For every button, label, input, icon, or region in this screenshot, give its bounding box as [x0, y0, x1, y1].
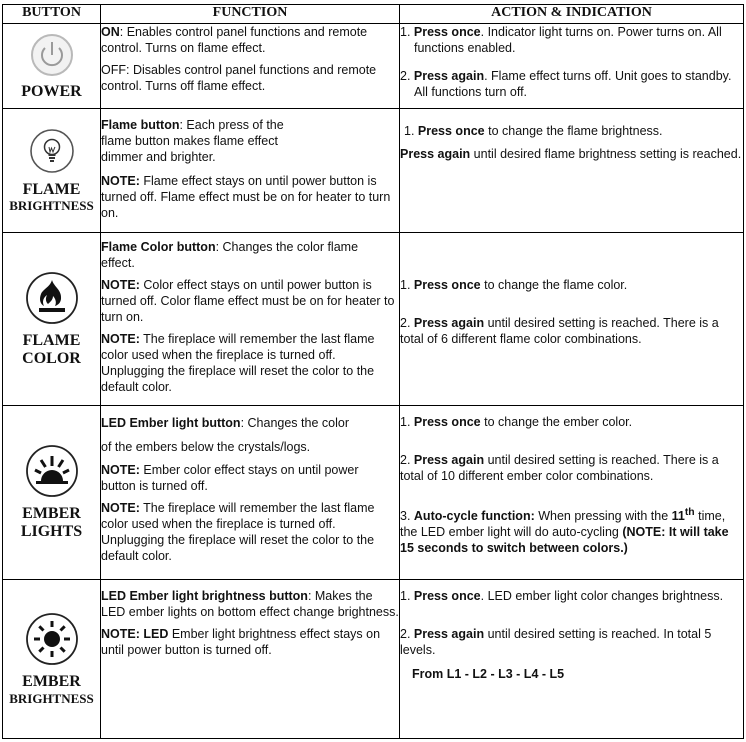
row-flame-brightness — [3, 108, 744, 232]
action-cell-flame-color — [400, 232, 744, 405]
function-cell-power — [101, 24, 400, 109]
header-action: ACTION & INDICATION — [400, 5, 744, 24]
action-bold: Press once — [417, 123, 489, 138]
action-cell-ember-lights — [400, 406, 744, 579]
action-bold: Press once — [413, 415, 481, 430]
ordinal-suffix: th — [684, 507, 695, 519]
action-text: until desired setting is reached. There is a total of 10 different ember color combinations. — [400, 453, 719, 484]
power-icon — [28, 31, 76, 79]
func-bold: NOTE: — [101, 500, 140, 515]
func-text: The fireplace will remember the last flame color used when the fireplace is turned off. Unplugging the fireplace will reset the color to the default color. — [101, 500, 375, 563]
func-bold: Flame button — [101, 117, 180, 132]
action-cell-flame-brightness — [400, 108, 744, 232]
step-num: 1. — [400, 588, 414, 603]
func-text: Ember light brightness effect stays on until power button is turned off. — [101, 626, 381, 657]
func-text: : Makes the LED ember lights on bottom effect change brightness. — [101, 588, 399, 619]
action-bold: Press again — [413, 69, 485, 83]
step-num: 2. — [400, 626, 414, 641]
func-text: : Each press of the flame button makes flame effect dimmer and brighter. — [101, 117, 284, 164]
button-cell-power — [3, 24, 101, 109]
func-bold: LED Ember light brightness button — [101, 588, 308, 603]
func-bold: Flame Color button — [101, 239, 216, 254]
action-text: time, the LED ember light will do auto-cycling — [400, 509, 726, 540]
action-bold: Press once — [413, 25, 481, 39]
row-ember-brightness — [3, 579, 744, 738]
func-bold: ON — [101, 25, 120, 39]
header-button: BUTTON — [3, 5, 101, 24]
func-bold: NOTE: — [101, 462, 140, 477]
action-cell-power — [400, 24, 744, 109]
button-label-brightness: BRIGHTNESS — [9, 197, 94, 213]
action-note: (NOTE: It will take 15 seconds to switch between colors.) — [400, 525, 729, 556]
func-bold: NOTE: LED — [101, 626, 169, 641]
button-label-flame: FLAME — [22, 331, 81, 349]
step-num: 1. — [400, 415, 414, 430]
func-text: Color effect stays on until power button is turned off. Color flame effect must be on for heater to turn on. — [101, 277, 395, 324]
button-cell-ember-lights — [3, 406, 101, 579]
function-cell-flame-color — [101, 232, 400, 405]
button-label-lights: LIGHTS — [20, 523, 83, 541]
step-num: 1. — [400, 277, 414, 292]
step-num: 1. — [400, 25, 414, 39]
sun-brightness-icon — [24, 611, 80, 667]
func-text: : Enables control panel functions and remote control. Turns on flame effect. — [101, 25, 368, 55]
func-text: OFF: Disables control panel functions and remote control. Turns off flame effect. — [101, 63, 377, 93]
step-num: 2. — [400, 453, 414, 468]
button-label-ember: EMBER — [22, 505, 81, 523]
button-label-color: COLOR — [22, 349, 81, 367]
step-num: 1. — [404, 123, 418, 138]
step-num: 2. — [400, 315, 414, 330]
button-cell-flame-brightness — [3, 108, 101, 232]
action-cell-ember-brightness — [400, 579, 744, 738]
func-text: : Changes the color flame effect. — [101, 239, 359, 270]
action-text: to change the ember color. — [480, 415, 633, 430]
button-function-table — [2, 4, 744, 739]
func-text: The fireplace will remember the last flame color used when the fireplace is turned off. Unplugging the fireplace will reset the color to the default color. — [101, 331, 375, 394]
action-text: . Flame effect turns off. Unit goes to standby. All functions turn off. — [414, 69, 732, 99]
action-text: to change the flame color. — [480, 277, 628, 292]
row-ember-lights — [3, 406, 744, 579]
header-function: FUNCTION — [101, 5, 400, 24]
button-cell-flame-color — [3, 232, 101, 405]
ember-lights-icon — [24, 443, 80, 499]
func-bold: LED Ember light button — [101, 416, 241, 431]
button-label-flame: FLAME — [22, 180, 81, 198]
row-flame-color — [3, 232, 744, 405]
button-cell-ember-brightness — [3, 579, 101, 738]
action-text: until desired flame brightness setting is reached. — [470, 146, 742, 161]
light-bulb-icon — [28, 127, 76, 175]
button-label-power: POWER — [21, 82, 82, 100]
action-bold: Press once — [413, 588, 481, 603]
action-text: . LED ember light color changes brightness. — [480, 588, 724, 603]
button-label-ember: EMBER — [22, 673, 81, 691]
func-text: : Changes the color of the embers below the crystals/logs. — [101, 416, 349, 454]
brightness-sequence: From L1 - L2 - L3 - L4 - L5 — [412, 666, 565, 681]
header-row — [3, 5, 744, 24]
action-bold: Auto-cycle function: — [413, 509, 535, 524]
action-bold: Press once — [413, 277, 481, 292]
action-text: . Indicator light turns on. Power turns on. All functions enabled. — [414, 25, 722, 55]
action-bold: Press again — [413, 626, 485, 641]
function-cell-ember-lights — [101, 406, 400, 579]
function-cell-flame-brightness — [101, 108, 400, 232]
func-bold: NOTE: — [101, 173, 140, 188]
step-num: 3. — [400, 509, 414, 524]
action-text: until desired setting is reached. There is a total of 6 different flame color combinations. — [400, 315, 719, 346]
step-num: 2. — [400, 69, 414, 83]
action-text: When pressing with the — [534, 509, 672, 524]
action-text: to change the flame brightness. — [488, 123, 663, 138]
row-power — [3, 24, 744, 109]
action-bold: Press again — [413, 315, 485, 330]
func-bold: NOTE: — [101, 277, 140, 292]
flame-icon — [24, 270, 80, 326]
button-label-brightness: BRIGHTNESS — [9, 690, 94, 706]
ordinal-number: 11 — [671, 509, 685, 524]
action-bold: Press again — [413, 453, 485, 468]
func-text: Flame effect stays on until power button is turned off. Flame effect must be on for heater to turn on. — [101, 173, 391, 220]
function-cell-ember-brightness — [101, 579, 400, 738]
func-bold: NOTE: — [101, 331, 140, 346]
action-text: until desired setting is reached. In total 5 levels. — [400, 626, 712, 657]
action-bold: Press again — [400, 146, 471, 161]
func-text: Ember color effect stays on until power button is turned off. — [101, 462, 359, 493]
